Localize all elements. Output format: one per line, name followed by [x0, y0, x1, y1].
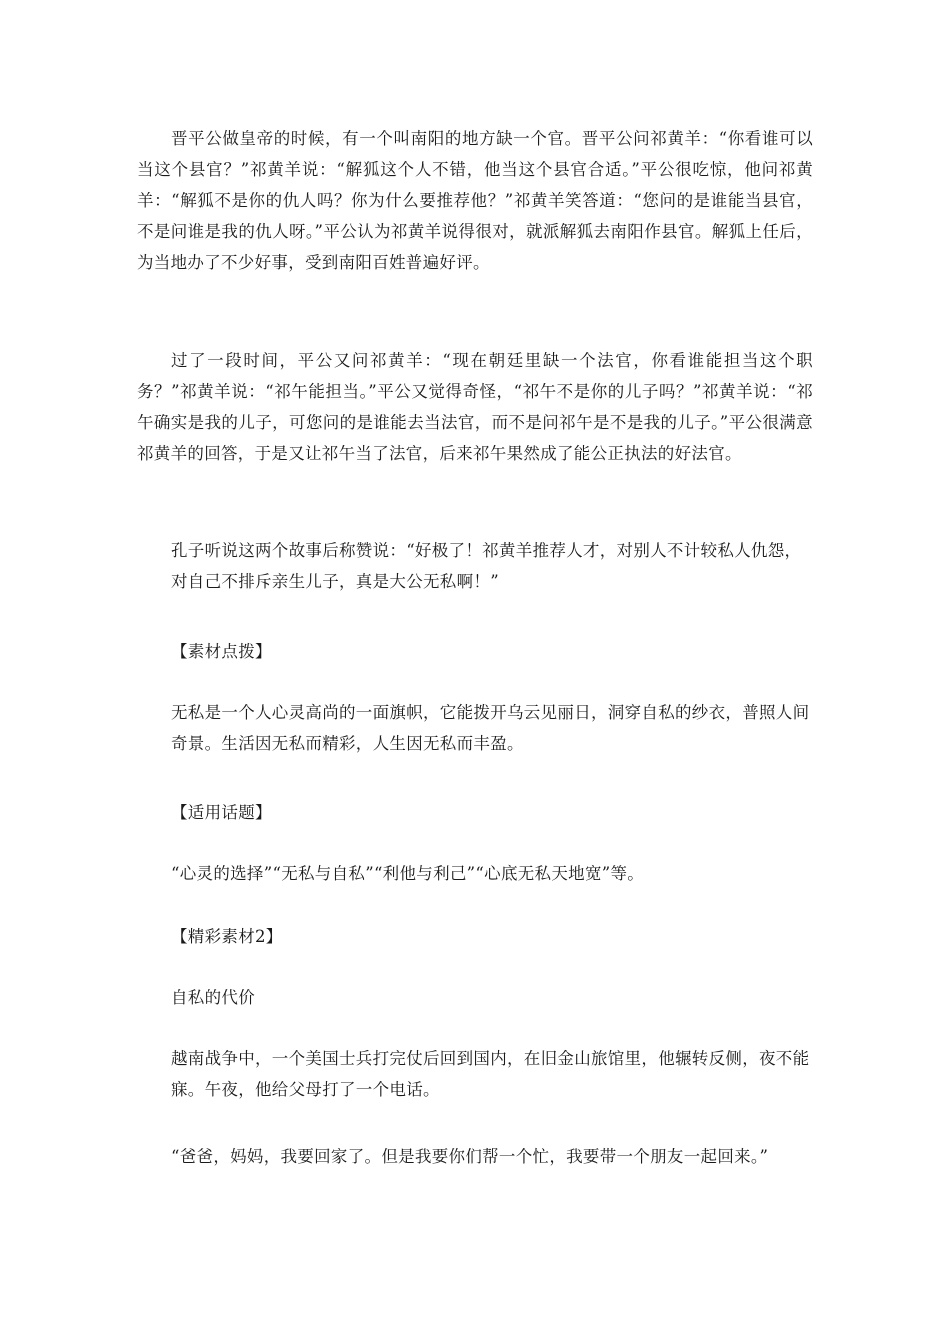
section-heading-material-2: 【精彩素材2】: [171, 927, 283, 946]
paragraph-qi-huangyang-first-story: 晋平公做皇帝的时候，有一个叫南阳的地方缺一个官。晋平公问祁黄羊：“你看谁可以当这个县官？”祁黄羊说：“解狐这个人不错，他当这个县官合适。”平公很吃惊，他问祁黄羊：“解狐不是你的仇人吗？你为什么要推荐他？”祁黄羊笑答道：“您问的是谁能当县官，不是问谁是我的仇人呀。”平公认为祁黄羊说得很对，就派解狐去南阳作县官。解狐上任后，为当地办了不少好事，受到南阳百姓普遍好评。: [137, 129, 813, 272]
paragraph-confucius-praise: 孔子听说这两个故事后称赞说：“好极了！祁黄羊推荐人才，对别人不计较私人仇怨，对自己不排斥亲生儿子，真是大公无私啊！”: [171, 541, 802, 591]
paragraph-applicable-topics: “心灵的选择”“无私与自私”“利他与利己”“心底无私天地宽”等。: [171, 864, 645, 883]
section-heading-applicable-topics: 【适用话题】: [171, 803, 272, 822]
paragraph-material-tips: 无私是一个人心灵高尚的一面旗帜，它能拨开乌云见丽日，洞穿自私的纱衣，普照人间奇景。生活因无私而精彩，人生因无私而丰盈。: [171, 703, 810, 753]
paragraph-vietnam-soldier: 越南战争中，一个美国士兵打完仗后回到国内，在旧金山旅馆里，他辗转反侧，夜不能寐。午夜，他给父母打了一个电话。: [171, 1049, 810, 1099]
section-heading-material-tips: 【素材点拨】: [171, 642, 272, 661]
paragraph-soldier-phone-call: “爸爸，妈妈，我要回家了。但是我要你们帮一个忙，我要带一个朋友一起回来。”: [171, 1147, 769, 1166]
story-title-cost-of-selfishness: 自私的代价: [171, 988, 255, 1007]
paragraph-qi-huangyang-second-story: 过了一段时间，平公又问祁黄羊：“现在朝廷里缺一个法官，你看谁能担当这个职务？”祁黄羊说：“祁午能担当。”平公又觉得奇怪，“祁午不是你的儿子吗？”祁黄羊说：“祁午确实是我的儿子，可您问的是谁能去当法官，而不是问祁午是不是我的儿子。”平公很满意祁黄羊的回答，于是又让祁午当了法官，后来祁午果然成了能公正执法的好法官。: [137, 351, 813, 463]
